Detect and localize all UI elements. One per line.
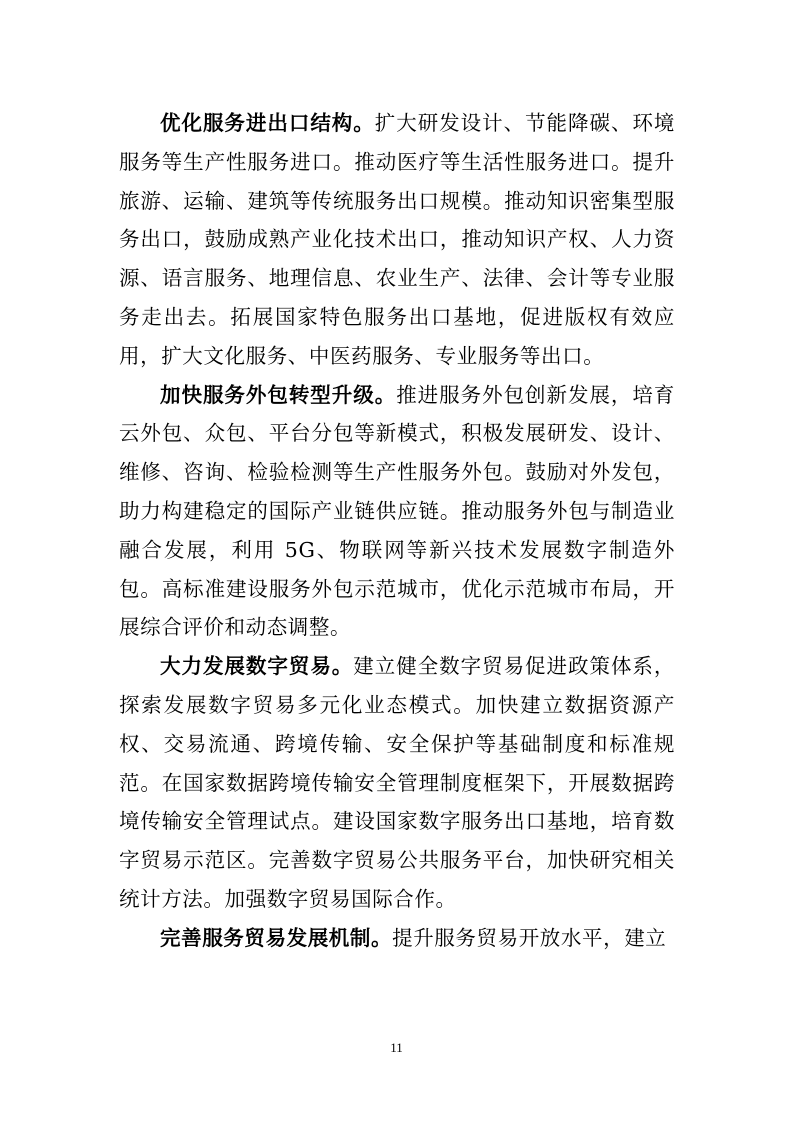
paragraph-text: 扩大研发设计、节能降碳、环境服务等生产性服务进口。推动医疗等生活性服务进口。提升旅游、运输、建筑等传统服务出口规模。推动知识密集型服务出口，鼓励成熟产业化技术出口，推动知识产权、人力资源、语言服务、地理信息、农业生产、法律、会计等专业服务走出去。拓展国家特色服务出口基地，促进版权有效应用，扩大文化服务、中医药服务、专业服务等出口。	[119, 111, 676, 368]
document-body	[119, 104, 675, 958]
paragraph-services-trade-mechanism	[119, 919, 675, 958]
page-number: 11	[390, 1040, 403, 1055]
paragraph-text: 建立健全数字贸易促进政策体系，探索发展数字贸易多元化业态模式。加快建立数据资源产权、交易流通、跨境传输、安全保护等基础制度和标准规范。在国家数据跨境传输安全管理制度框架下，开展数据跨境传输安全管理试点。建设国家数字服务出口基地，培育数字贸易示范区。完善数字贸易公共服务平台，加快研究相关统计方法。加强数字贸易国际合作。	[119, 654, 675, 911]
paragraph-service-outsourcing-upgrade	[119, 376, 675, 648]
paragraph-heading: 大力发展数字贸易。	[160, 654, 354, 679]
paragraph-heading: 完善服务贸易发展机制。	[160, 925, 393, 950]
paragraph-text: 推进服务外包创新发展，培育云外包、众包、平台分包等新模式，积极发展研发、设计、维修、咨询、检验检测等生产性服务外包。鼓励对外发包，助力构建稳定的国际产业链供应链。推动服务外包与制造业融合发展，利用 5G、物联网等新兴技术发展数字制造外包。高标准建设服务外包示范城市，优化示范城市布局，开展综合评价和动态调整。	[119, 382, 675, 640]
paragraph-heading: 优化服务进出口结构。	[160, 111, 375, 135]
paragraph-text: 提升服务贸易开放水平，建立	[392, 925, 667, 950]
paragraph-services-import-export-structure	[119, 104, 675, 376]
paragraph-heading: 加快服务外包转型升级。	[160, 382, 397, 407]
paragraph-digital-trade	[119, 647, 675, 919]
